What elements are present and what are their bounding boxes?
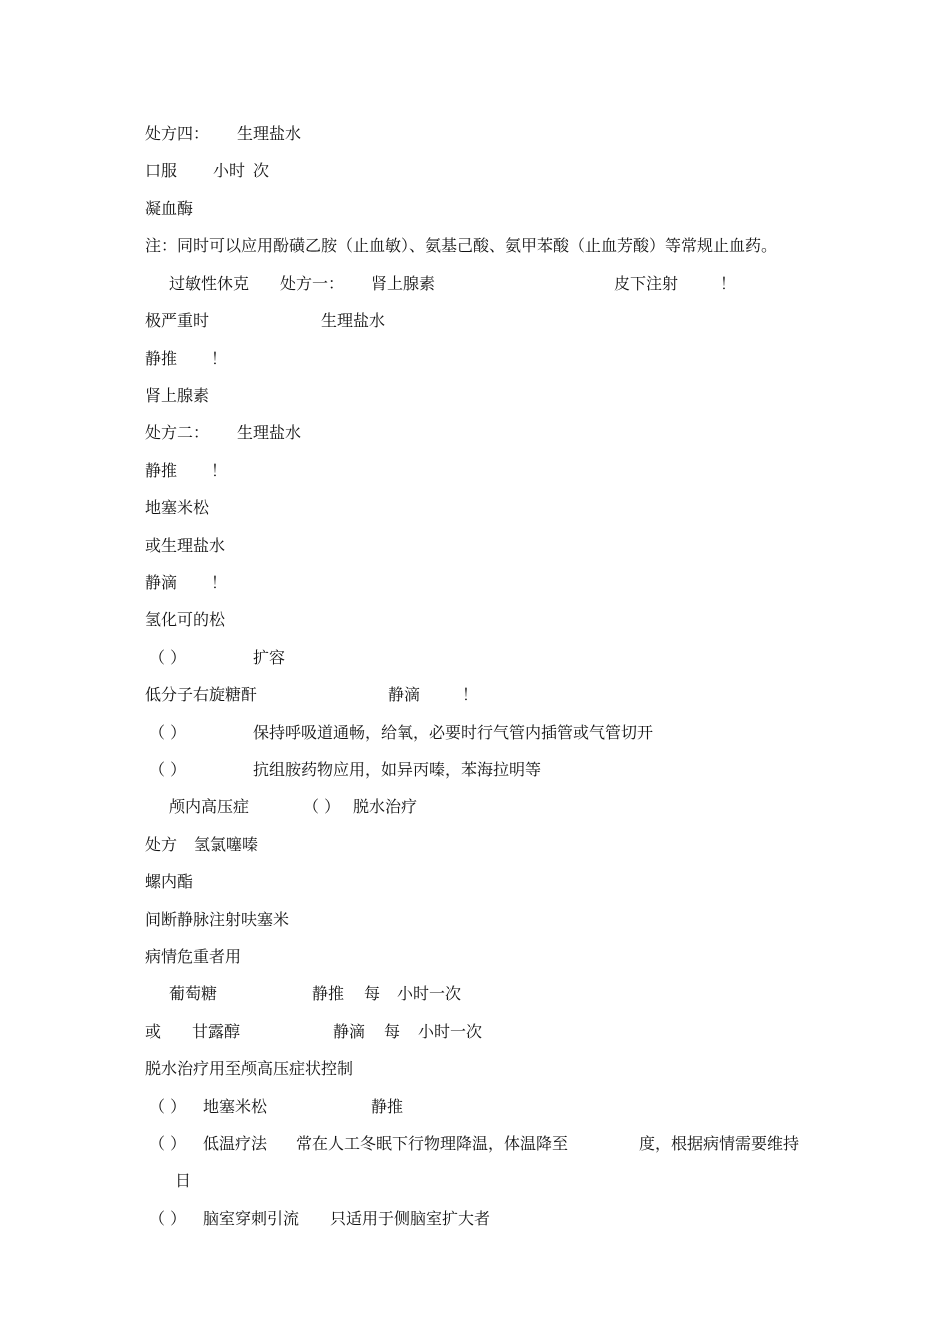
text-segment: 肾上腺素 <box>371 274 436 293</box>
item-marker: （ ） <box>149 648 187 667</box>
text-segment: 处方四： <box>145 124 210 143</box>
text-segment: 低分子右旋糖酐 <box>145 685 258 704</box>
text-segment: 次 <box>253 161 270 180</box>
text-segment: 处方 <box>145 835 178 854</box>
text-segment: 生理盐水 <box>237 124 302 143</box>
text-segment: 极严重时 <box>145 311 210 330</box>
text-segment: 间断静脉注射呋塞米 <box>145 910 290 929</box>
text-segment: 肾上腺素 <box>145 386 210 405</box>
text-segment: ！ <box>211 573 228 592</box>
text-segment: 生理盐水 <box>321 311 386 330</box>
text-segment: 皮下注射 <box>614 274 679 293</box>
text-segment: 低温疗法 <box>203 1134 268 1153</box>
text-segment: 每 <box>384 1022 401 1041</box>
text-segment: 静推 <box>145 349 178 368</box>
text-segment: 螺内酯 <box>145 872 194 891</box>
text-segment: 常在人工冬眠下行物理降温，体温降至 <box>296 1134 569 1153</box>
text-segment: 静滴 <box>145 573 178 592</box>
text-segment: ！ <box>211 461 228 480</box>
text-segment: 或 <box>145 1022 162 1041</box>
text-segment: 脱水治疗用至颅高压症状控制 <box>145 1059 354 1078</box>
text-segment: 脱水治疗 <box>353 797 418 816</box>
text-segment: 脑室穿刺引流 <box>203 1209 300 1228</box>
text-segment: 地塞米松 <box>145 498 210 517</box>
text-segment: 生理盐水 <box>237 423 302 442</box>
text-segment: 注：同时可以应用酚磺乙胺（止血敏）、氨基己酸、氨甲苯酸（止血芳酸）等常规止血药。 <box>145 236 778 255</box>
text-segment: 凝血酶 <box>145 199 194 218</box>
text-segment: 病情危重者用 <box>145 947 242 966</box>
text-segment: 静推 <box>145 461 178 480</box>
text-segment: 静推 <box>371 1097 404 1116</box>
item-marker: （ ） <box>149 723 187 742</box>
text-segment: 抗组胺药物应用，如异丙嗪，苯海拉明等 <box>253 760 542 779</box>
text-segment: 或生理盐水 <box>145 536 226 555</box>
text-segment: 葡萄糖 <box>169 984 218 1003</box>
text-segment: 口服 <box>145 161 178 180</box>
text-segment: ！ <box>211 349 228 368</box>
text-segment: 静滴 <box>333 1022 366 1041</box>
text-segment: 静滴 <box>388 685 421 704</box>
item-marker: （ ） <box>149 1097 187 1116</box>
text-segment: 氢化可的松 <box>145 610 226 629</box>
text-segment: 处方一： <box>280 274 345 293</box>
text-segment: 地塞米松 <box>203 1097 268 1116</box>
text-segment: 小时 <box>213 161 246 180</box>
item-marker: （ ） <box>149 760 187 779</box>
text-segment: 甘露醇 <box>192 1022 241 1041</box>
text-segment: 日 <box>175 1171 192 1190</box>
text-segment: 度，根据病情需要维持 <box>639 1134 800 1153</box>
item-marker: （ ） <box>303 797 341 816</box>
text-segment: 小时一次 <box>397 984 462 1003</box>
text-segment: 处方二： <box>145 423 210 442</box>
text-segment: 氢氯噻嗪 <box>194 835 259 854</box>
text-segment: ！ <box>720 274 737 293</box>
item-marker: （ ） <box>149 1209 187 1228</box>
text-segment: 保持呼吸道通畅，给氧，必要时行气管内插管或气管切开 <box>253 723 654 742</box>
section-heading: 颅内高压症 <box>169 797 250 816</box>
text-segment: 静推 <box>312 984 345 1003</box>
text-segment: 只适用于侧脑室扩大者 <box>330 1209 491 1228</box>
text-segment: 每 <box>364 984 381 1003</box>
text-segment: 扩容 <box>253 648 286 667</box>
item-marker: （ ） <box>149 1134 187 1153</box>
text-segment: 小时一次 <box>418 1022 483 1041</box>
text-segment: ！ <box>462 685 479 704</box>
section-heading: 过敏性休克 <box>169 274 250 293</box>
